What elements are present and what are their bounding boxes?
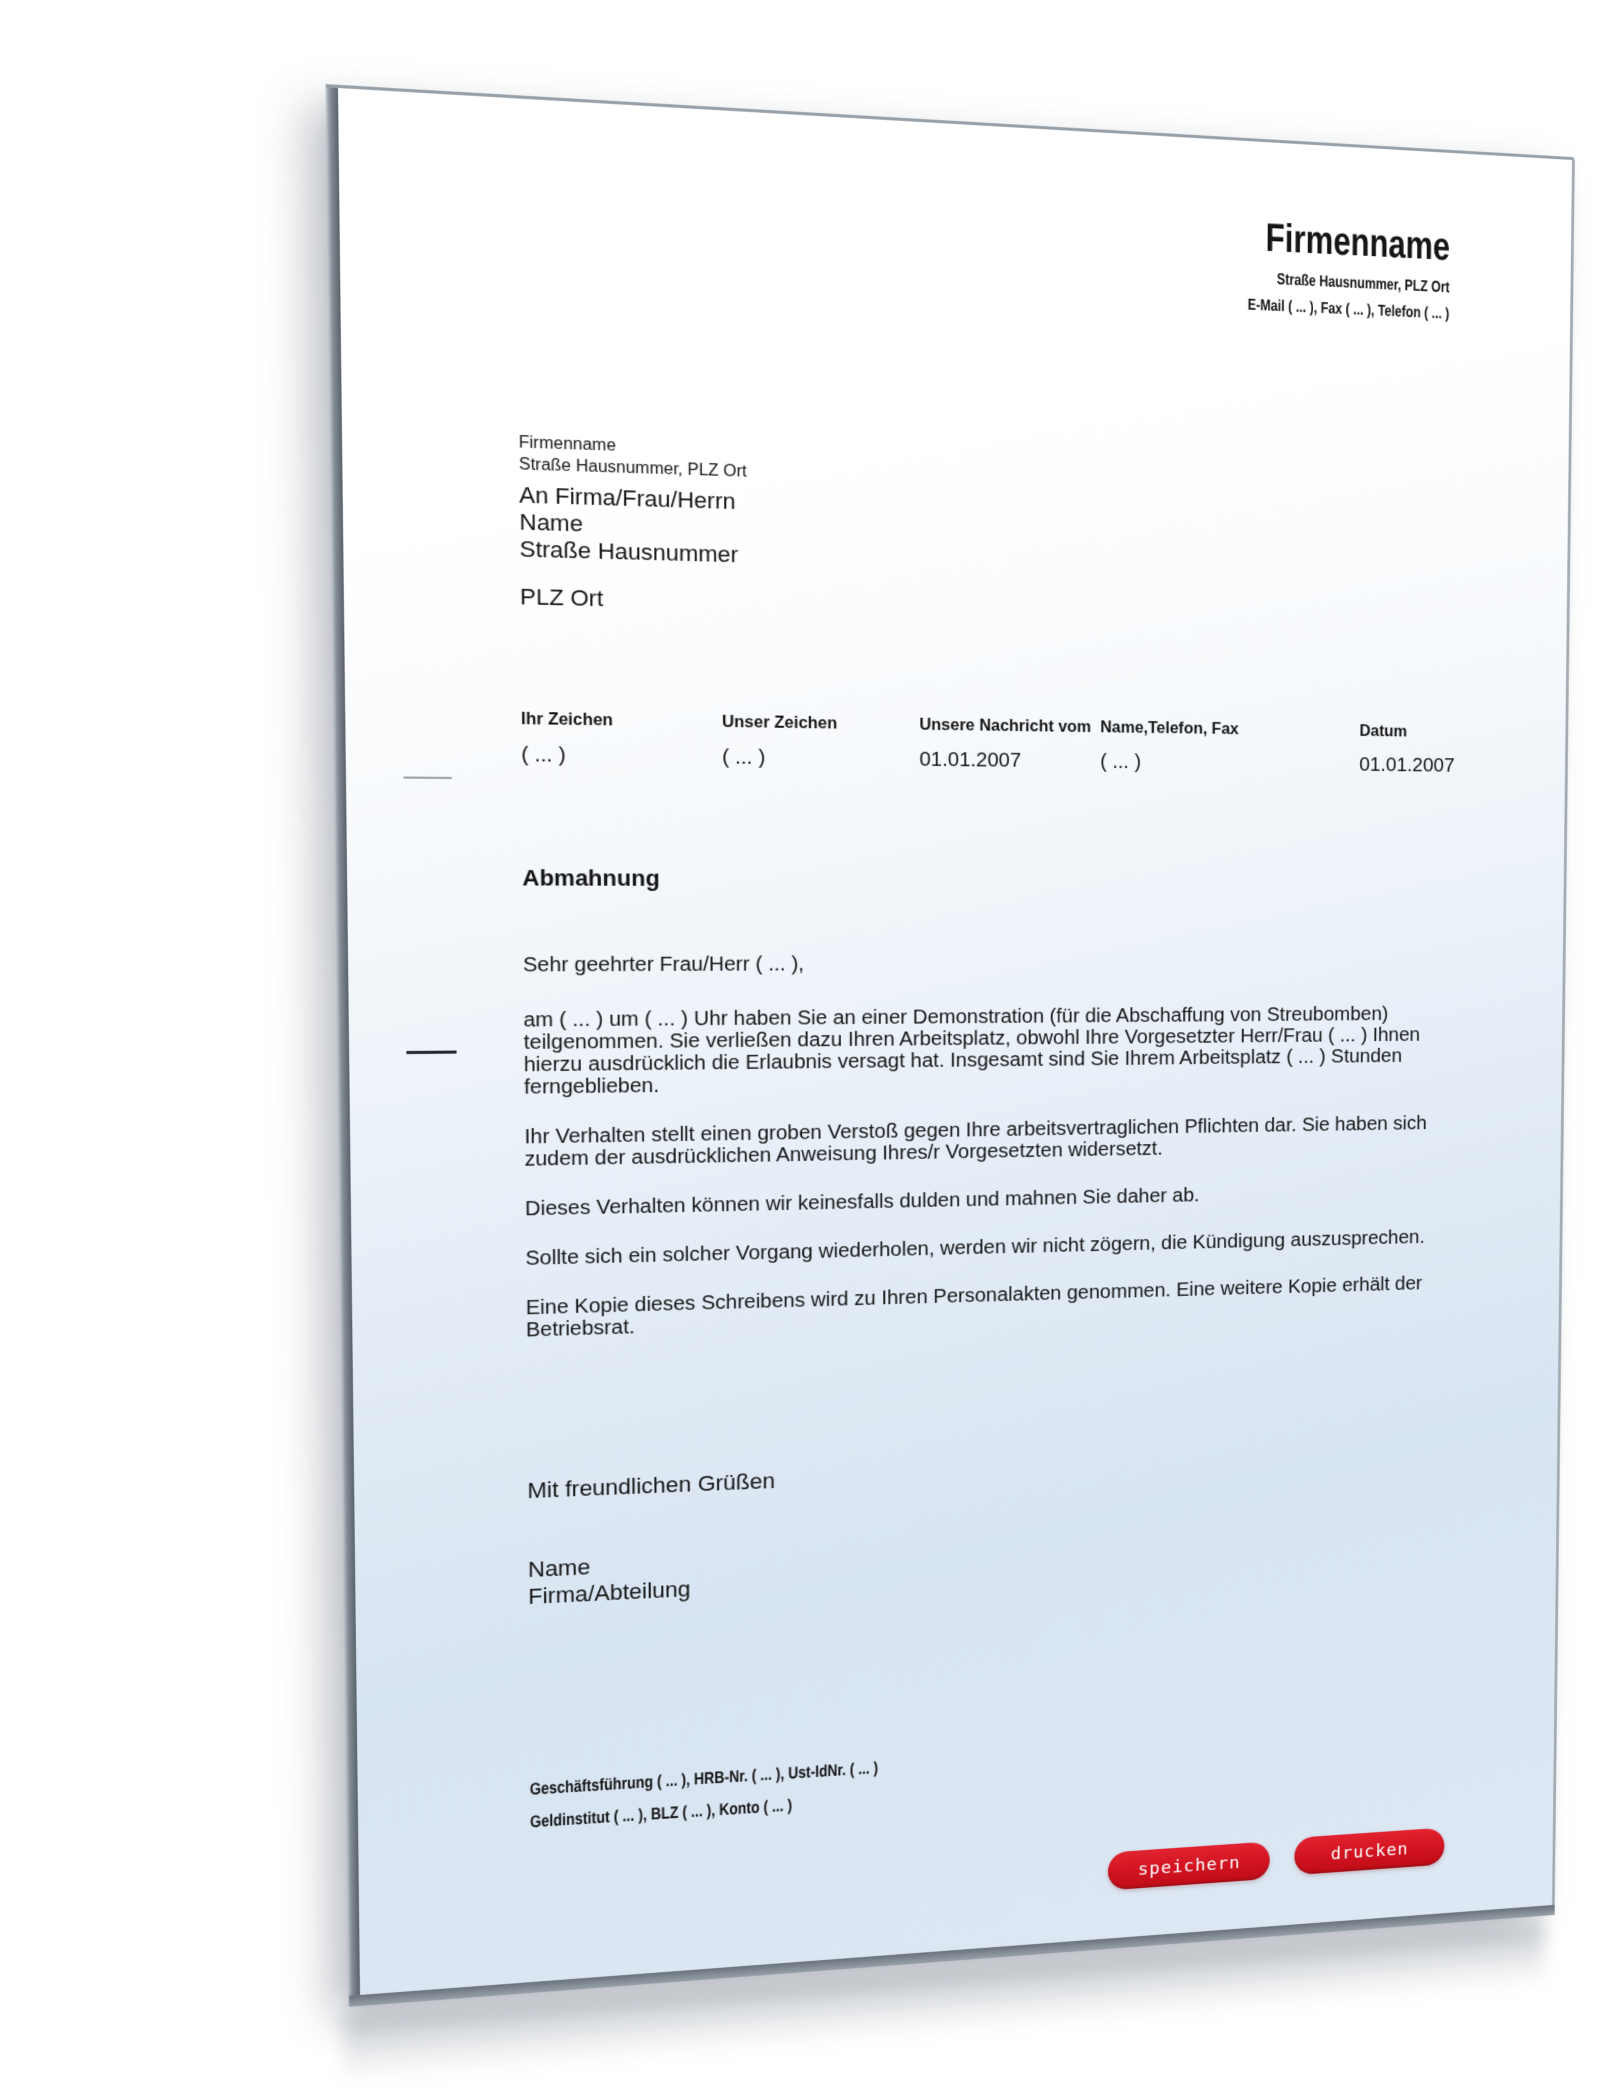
ref-col-unser-zeichen bbox=[722, 713, 837, 771]
page-bottom-shadow bbox=[343, 1920, 1545, 2084]
paragraph-2: Ihr Verhalten stellt einen groben Verstoß gegen Ihre arbeitsvertraglichen Pflichten dar. Sie haben sich zudem der ausdrücklichen Anweisung Ihres/r Vorgesetzten widersetzt. bbox=[524, 1112, 1427, 1171]
ref-value: 01.01.2007 bbox=[1359, 754, 1455, 777]
signature-company: Firma/Abteilung bbox=[528, 1576, 691, 1610]
paragraph-1: am ( ... ) um ( ... ) Uhr haben Sie an einer Demonstration (für die Abschaffung von Streubomben) teilgenommen. Sie verließen dazu Ihren Arbeitsplatz, obwohl Ihre Vorgesetzter Herr/Frau ( ... ) Ihnen hierzu ausdrücklich die Erlaubnis versagt hat. Insgesamt sind Sie Ihrem Arbeitsplatz ( ... ) Stunden ferngeblieben. bbox=[523, 1003, 1421, 1099]
fold-mark-top bbox=[403, 776, 451, 779]
closing-line: Mit freundlichen Grüßen bbox=[527, 1468, 776, 1504]
ref-value: ( ... ) bbox=[722, 746, 766, 770]
footer-block bbox=[530, 1752, 879, 1838]
ref-col-unsere-nachricht bbox=[919, 716, 1091, 774]
page-left-edge bbox=[326, 85, 361, 2006]
ref-label: Unser Zeichen bbox=[721, 713, 838, 733]
page-top-edge bbox=[326, 84, 1574, 160]
page-right-edge bbox=[1552, 159, 1575, 1912]
signature-block bbox=[528, 1549, 691, 1610]
sender-return-address bbox=[519, 432, 747, 483]
letter-page bbox=[338, 88, 1572, 1995]
ref-label: Ihr Zeichen bbox=[520, 710, 614, 730]
letterhead-company: Firmenname bbox=[1265, 215, 1450, 269]
subject-line: Abmahnung bbox=[522, 864, 660, 891]
recipient-to-line: An Firma/Frau/Herrn bbox=[519, 481, 736, 515]
letterhead bbox=[1196, 212, 1450, 327]
ref-col-ihr-zeichen bbox=[521, 710, 613, 769]
ref-label: Name,Telefon, Fax bbox=[1100, 719, 1239, 739]
ref-col-name-telefon-fax bbox=[1100, 718, 1239, 775]
ref-value: 01.01.2007 bbox=[919, 748, 1022, 772]
footer-line-1: Geschäftsführung ( ... ), HRB-Nr. ( ... ), Ust-IdNr. ( ... ) bbox=[529, 1758, 879, 1799]
recipient-city: PLZ Ort bbox=[519, 583, 604, 612]
footer-line-2: Geldinstitut ( ... ), BLZ ( ... ), Konto ( ... ) bbox=[529, 1795, 793, 1832]
sender-address-line: Straße Hausnummer, PLZ Ort bbox=[518, 455, 747, 481]
ref-label: Unsere Nachricht vom bbox=[919, 716, 1092, 737]
reference-row bbox=[520, 710, 1455, 810]
ref-col-datum bbox=[1359, 722, 1455, 777]
letterhead-contact: E-Mail ( ... ), Fax ( ... ), Telefon ( ... ) bbox=[1247, 296, 1450, 323]
save-button[interactable]: speichern bbox=[1108, 1841, 1270, 1890]
ref-value: ( ... ) bbox=[521, 743, 566, 767]
fold-mark-bottom bbox=[406, 1051, 456, 1055]
recipient-name: Name bbox=[519, 508, 584, 537]
signature-name: Name bbox=[527, 1554, 591, 1583]
letter-body bbox=[523, 952, 1432, 1369]
ref-label: Datum bbox=[1359, 723, 1408, 741]
ref-value: ( ... ) bbox=[1100, 750, 1142, 774]
sender-name-line: Firmenname bbox=[518, 433, 617, 455]
paragraph-4: Sollte sich ein solcher Vorgang wiederholen, werden wir nicht zögern, die Kündigung auszusprechen. bbox=[525, 1226, 1425, 1270]
print-button[interactable]: drucken bbox=[1294, 1828, 1444, 1876]
paragraph-5: Eine Kopie dieses Schreibens wird zu Ihren Personalakten genommen. Eine weitere Kopie erhält der Betriebsrat. bbox=[525, 1273, 1423, 1342]
recipient-address bbox=[519, 482, 739, 615]
paragraph-3: Dieses Verhalten können wir keinesfalls dulden und mahnen Sie daher ab. bbox=[524, 1184, 1200, 1221]
letterhead-address: Straße Hausnummer, PLZ Ort bbox=[1276, 271, 1450, 297]
recipient-street: Straße Hausnummer bbox=[519, 535, 739, 568]
salutation: Sehr geehrter Frau/Herr ( ... ), bbox=[522, 953, 805, 977]
